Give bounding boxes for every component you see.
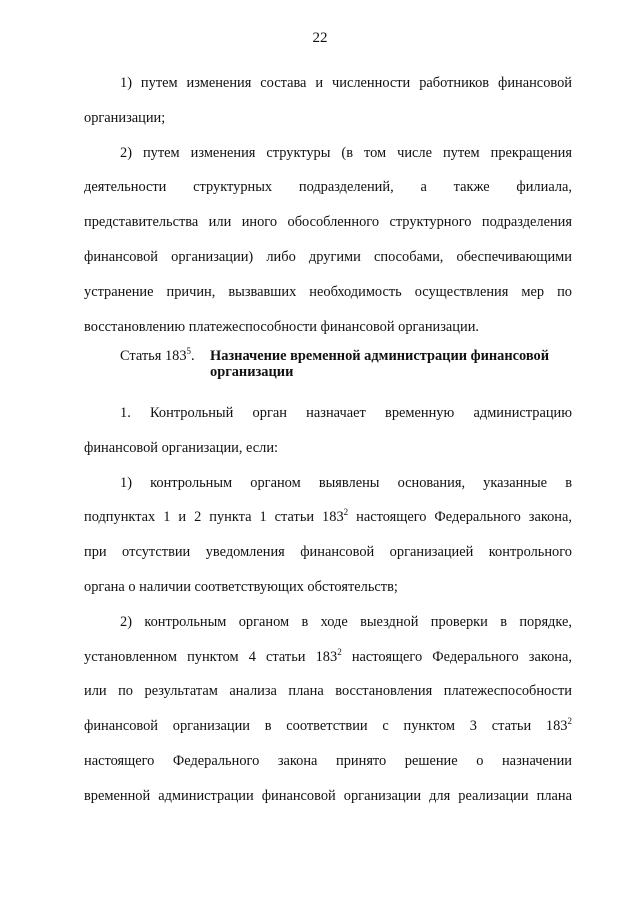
sub2-line-4-a: финансовой организации в соответствии с пунктом 3 статьи 183	[84, 718, 568, 735]
article-title-line-2: организации	[210, 364, 294, 380]
sub2-line-2	[84, 640, 572, 675]
sub1-line-2-a: подпунктах 1 и 2 пункта 1 статьи 183	[84, 509, 344, 526]
page-number: 22	[312, 30, 328, 46]
sub2-superscript-2: 2	[567, 716, 572, 727]
item-2-line-1: 2) путем изменения структуры (в том числе путем прекращения	[120, 144, 572, 161]
sub1-line-3: при отсутствии уведомления финансовой организацией контрольного	[84, 544, 572, 561]
item-1-line-2: организации;	[84, 109, 166, 126]
sub1-superscript: 2	[343, 507, 349, 518]
article-label-superscript: 5	[186, 346, 192, 356]
item-2-line-4: финансовой организации) либо другими способами, обеспечивающими	[84, 248, 572, 265]
sub1-line-4: органа о наличии соответствующих обстоятельств;	[84, 578, 398, 595]
article-title	[210, 348, 580, 380]
sub1-line-2	[84, 500, 572, 535]
block-structure-measures	[84, 66, 572, 344]
sub2-line-6: временной администрации финансовой организации для реализации плана	[84, 787, 572, 804]
article-label-text: Статья 183	[120, 348, 187, 364]
article-title-line-1: Назначение временной администрации финансовой	[210, 348, 550, 364]
block-appointment-conditions	[84, 396, 572, 814]
sub2-line-1: 2) контрольным органом в ходе выездной проверки в порядке,	[120, 613, 572, 630]
sub2-line-3: или по результатам анализа плана восстановления платежеспособности	[84, 683, 572, 700]
item-1-line-1: 1) путем изменения состава и численности работников финансовой	[120, 75, 572, 91]
sub1-line-2-b: настоящего Федерального закона,	[348, 509, 572, 526]
p1-line-2: финансовой организации, если:	[84, 439, 279, 456]
p1-line-1: 1. Контрольный орган назначает временную администрацию	[120, 405, 572, 421]
item-2-line-5: устранение причин, вызвавших необходимость осуществления мер по	[84, 283, 572, 300]
article-label-period: .	[191, 348, 195, 364]
sub2-line-2-a: установленном пунктом 4 статьи 183	[84, 648, 338, 665]
sub2-line-5: настоящего Федерального закона принято решение о назначении	[84, 752, 572, 769]
item-2-line-2: деятельности структурных подразделений, а также филиала,	[84, 179, 572, 196]
sub2-line-2-b: настоящего Федерального закона,	[341, 648, 572, 665]
article-label	[120, 348, 195, 364]
sub2-superscript-1: 2	[337, 646, 342, 657]
sub2-line-4	[84, 709, 572, 744]
item-2-line-3: представительства или иного обособленного структурного подразделения	[84, 214, 572, 231]
sub1-line-1: 1) контрольным органом выявлены основания, указанные в	[120, 474, 572, 491]
item-2-line-6: восстановлению платежеспособности финансовой организации.	[84, 318, 479, 335]
